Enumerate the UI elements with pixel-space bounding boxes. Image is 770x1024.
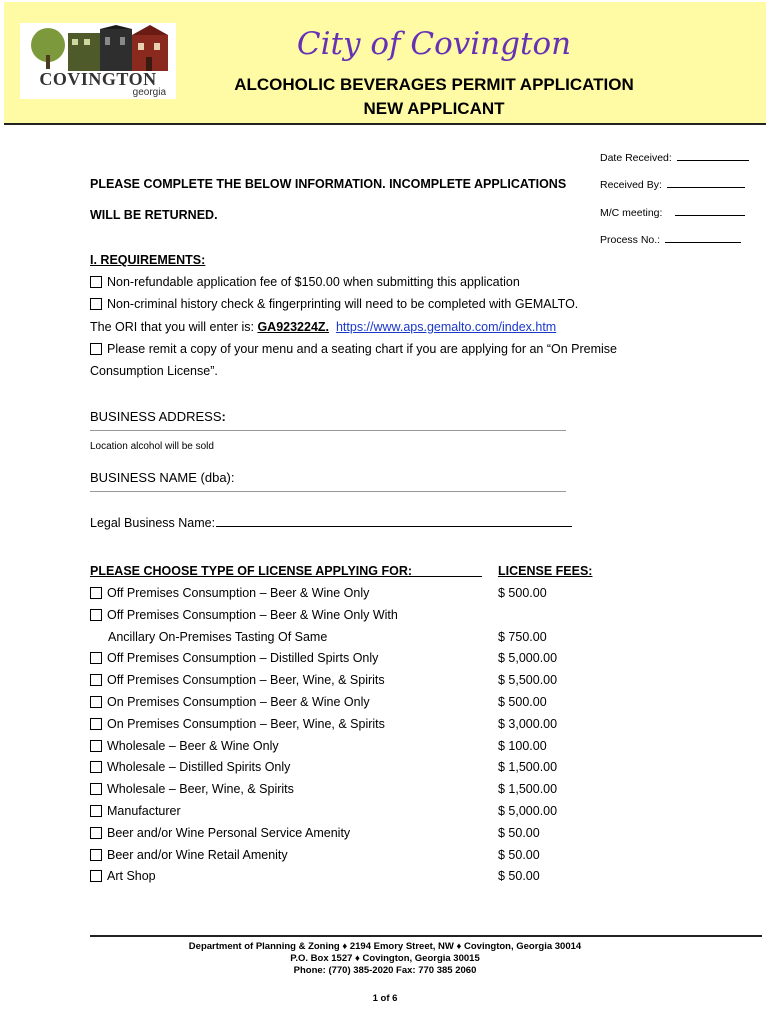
received-by-label: Received By: — [600, 179, 662, 191]
license-option-label: Beer and/or Wine Personal Service Amenity — [107, 825, 351, 840]
requirement-menu-checkbox[interactable] — [90, 343, 102, 355]
license-option-checkbox[interactable] — [90, 870, 102, 882]
requirements-heading: I. REQUIREMENTS: — [90, 253, 206, 267]
city-skyline-art — [26, 25, 170, 71]
license-option-checkbox[interactable] — [90, 652, 102, 664]
license-option-checkbox[interactable] — [90, 674, 102, 686]
license-option-checkbox[interactable] — [90, 740, 102, 752]
license-option[interactable] — [90, 608, 398, 622]
license-option-checkbox[interactable] — [90, 587, 102, 599]
license-option[interactable] — [90, 739, 279, 753]
business-address-input[interactable] — [90, 430, 566, 431]
business-name-label: BUSINESS NAME (dba): — [90, 470, 235, 485]
date-received-line — [677, 150, 749, 161]
business-address-hint: Location alcohol will be sold — [90, 441, 214, 452]
permit-title — [164, 73, 704, 121]
city-logo — [20, 23, 176, 99]
license-fee: $ 100.00 — [498, 738, 547, 753]
permit-title-line1: ALCOHOLIC BEVERAGES PERMIT APPLICATION — [234, 75, 634, 94]
license-fee: $ 1,500.00 — [498, 782, 558, 797]
license-option[interactable] — [90, 869, 156, 883]
date-received-field[interactable] — [600, 150, 749, 164]
requirement-background-check[interactable] — [90, 297, 578, 311]
license-fee: $ 1,500.00 — [498, 760, 558, 775]
logo-name: COVINGTON — [39, 69, 157, 89]
requirement-fee[interactable] — [90, 275, 520, 289]
license-option-label: Off Premises Consumption – Beer & Wine Only With — [107, 607, 398, 622]
ori-prefix: The ORI that you will enter is: — [90, 320, 258, 334]
ori-code: GA923224Z. — [257, 320, 330, 334]
license-option-checkbox[interactable] — [90, 849, 102, 861]
mc-meeting-line — [675, 205, 745, 216]
logo-subtitle: georgia — [132, 87, 166, 98]
license-fee: $ 50.00 — [498, 847, 540, 862]
license-option-label: Wholesale – Beer & Wine Only — [107, 738, 279, 753]
license-option[interactable] — [90, 695, 370, 709]
requirement-background-label: Non-criminal history check & fingerprinting will need to be completed with GEMALTO. — [107, 297, 579, 311]
license-option-checkbox[interactable] — [90, 609, 102, 621]
license-option-checkbox[interactable] — [90, 783, 102, 795]
gemalto-link[interactable]: https://www.aps.gemalto.com/index.htm — [335, 320, 557, 334]
city-title: City of Covington — [296, 26, 572, 62]
license-fee: $ 5,000.00 — [498, 651, 558, 666]
license-fee: $ 5,500.00 — [498, 673, 558, 688]
process-no-line — [665, 232, 741, 243]
license-option-label: Off Premises Consumption – Beer, Wine, & Spirits — [107, 673, 385, 688]
process-no-field[interactable] — [600, 232, 741, 246]
footer-phone: Phone: (770) 385-2020 Fax: 770 385 2060 — [293, 965, 477, 976]
permit-title-line2: NEW APPLICANT — [363, 99, 505, 118]
date-received-label: Date Received: — [600, 152, 672, 164]
page-number: 1 of 6 — [372, 993, 398, 1004]
license-option-checkbox[interactable] — [90, 696, 102, 708]
license-option-label: Art Shop — [107, 869, 156, 884]
license-option[interactable] — [90, 804, 181, 818]
license-option[interactable] — [90, 717, 385, 731]
license-option-label: On Premises Consumption – Beer, Wine, & Spirits — [107, 716, 385, 731]
license-fee: $ 50.00 — [498, 869, 540, 884]
license-fee: $ 500.00 — [498, 586, 547, 600]
license-option[interactable] — [90, 782, 294, 796]
footer-po-box: P.O. Box 1527 ♦ Covington, Georgia 30015 — [290, 953, 480, 964]
license-option-label: Wholesale – Distilled Spirits Only — [107, 760, 291, 775]
license-option-checkbox[interactable] — [90, 718, 102, 730]
received-by-field[interactable] — [600, 177, 745, 191]
legal-name-label: Legal Business Name: — [90, 516, 216, 530]
license-option-label: Beer and/or Wine Retail Amenity — [107, 847, 288, 862]
license-option-checkbox[interactable] — [90, 761, 102, 773]
requirement-background-checkbox[interactable] — [90, 298, 102, 310]
received-by-line — [667, 177, 745, 188]
requirement-menu[interactable] — [90, 342, 617, 356]
license-option[interactable] — [90, 826, 350, 840]
footer-address: Department of Planning & Zoning ♦ 2194 Emory Street, NW ♦ Covington, Georgia 30014 — [188, 941, 582, 952]
license-option-label: On Premises Consumption – Beer & Wine Only — [107, 695, 370, 709]
page-header — [4, 2, 766, 125]
requirement-fee-checkbox[interactable] — [90, 276, 102, 288]
license-option-label-cont: Ancillary On-Premises Tasting Of Same — [108, 629, 328, 644]
license-option-label: Off Premises Consumption – Beer & Wine Only — [107, 586, 370, 600]
license-option-checkbox[interactable] — [90, 827, 102, 839]
business-address-text: BUSINESS ADDRESS — [90, 409, 222, 424]
license-type-heading-underline — [90, 576, 482, 577]
business-name-input[interactable] — [90, 491, 566, 492]
requirement-menu-cont: Consumption License”. — [90, 364, 218, 378]
business-address-label — [90, 409, 226, 424]
license-type-heading: PLEASE CHOOSE TYPE OF LICENSE APPLYING FOR: — [90, 564, 413, 578]
instructions-line2: WILL BE RETURNED. — [90, 208, 218, 222]
license-option-label: Off Premises Consumption – Distilled Spirts Only — [107, 651, 379, 666]
process-no-label: Process No.: — [600, 234, 661, 246]
license-option-label: Manufacturer — [107, 804, 181, 818]
license-fee: $ 50.00 — [498, 825, 540, 840]
mc-meeting-field[interactable] — [600, 205, 745, 219]
license-fees-heading: LICENSE FEES: — [498, 564, 593, 578]
requirement-fee-label: Non-refundable application fee of $150.00 when submitting this application — [107, 275, 520, 289]
license-fee: $ 500.00 — [498, 695, 547, 709]
requirement-menu-label: Please remit a copy of your menu and a seating chart if you are applying for an “On Premise — [107, 342, 617, 356]
license-option-checkbox[interactable] — [90, 805, 102, 817]
ori-line — [90, 320, 556, 334]
license-fee: $ 3,000.00 — [498, 716, 558, 731]
instructions-line1: PLEASE COMPLETE THE BELOW INFORMATION. INCOMPLETE APPLICATIONS — [90, 177, 567, 191]
license-option-label: Wholesale – Beer, Wine, & Spirits — [107, 782, 294, 797]
license-option[interactable] — [90, 848, 288, 862]
license-option[interactable] — [90, 760, 290, 774]
license-option[interactable] — [90, 651, 378, 665]
license-option[interactable] — [90, 586, 369, 600]
mc-meeting-label: M/C meeting: — [600, 207, 663, 219]
business-address-colon: : — [221, 409, 226, 424]
footer-rule — [90, 935, 762, 937]
license-option[interactable] — [90, 673, 385, 687]
license-fee: $ 5,000.00 — [498, 804, 558, 818]
legal-name-input[interactable] — [216, 526, 572, 527]
license-fee: $ 750.00 — [498, 629, 547, 644]
